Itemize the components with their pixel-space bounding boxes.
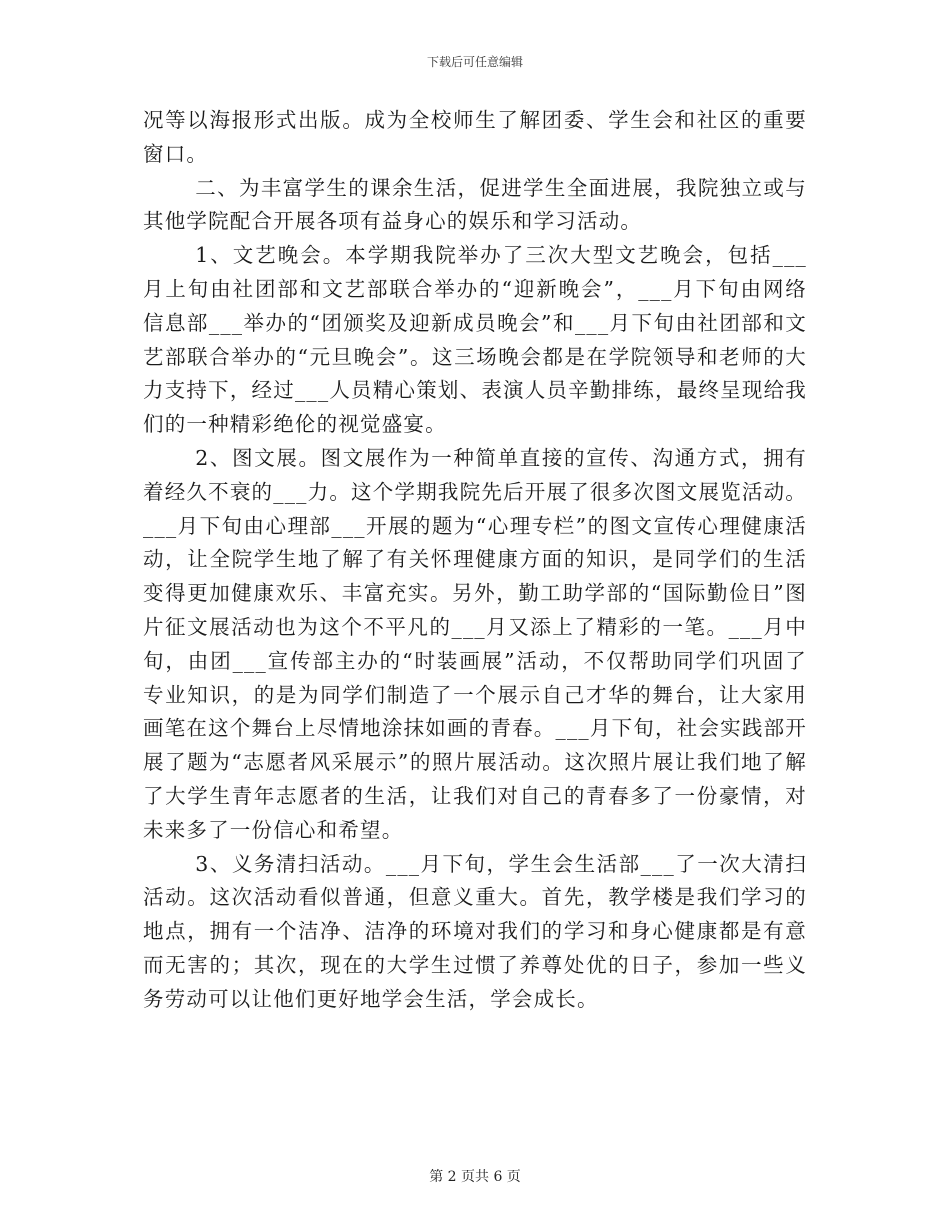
paragraph-cleaning: 3、义务清扫活动。___月下旬，学生会生活部___了一次大清扫活动。这次活动看似普通，但意义重大。首先，教学楼是我们学习的地点，拥有一个洁净、洁净的环境对我们的学习和身心健康都是有意而无害的；其次，现在的大学生过惯了养尊处优的日子，参加一些义务劳动可以让他们更好地学会生活，学会成长。 <box>143 851 807 1011</box>
page-header: 下载后可任意编辑 <box>426 55 523 69</box>
paragraph-continuation: 况等以海报形式出版。成为全校师生了解团委、学生会和社区的重要窗口。 <box>143 108 807 166</box>
paragraph-section-two: 二、为丰富学生的课余生活，促进学生全面进展，我院独立或与其他学院配合开展各项有益身心的娱乐和学习活动。 <box>143 175 807 234</box>
page-number: 第 2 页共 6 页 <box>429 1169 521 1185</box>
paragraph-gala: 1、文艺晚会。本学期我院举办了三次大型文艺晚会，包括___月上旬由社团部和文艺部联合举办的“迎新晚会”，___月下旬由网络信息部___举办的“团颁奖及迎新成员晚会”和___月下旬由社团部和文艺部联合举办的“元旦晚会”。这三场晚会都是在学院领导和老师的大力支持下，经过___人员精心策划、表演人员辛勤排练，最终呈现给我们的一种精彩绝伦的视觉盛宴。 <box>143 243 807 437</box>
paragraph-exhibition: 2、图文展。图文展作为一种简单直接的宣传、沟通方式，拥有着经久不衰的___力。这个学期我院先后开展了很多次图文展览活动。___月下旬由心理部___开展的题为“心理专栏”的图文宣传心理健康活动，让全院学生地了解了有关怀理健康方面的知识，是同学们的生活变得更加健康欢乐、丰富充实。另外，勤工助学部的“国际勤俭日”图片征文展活动也为这个不平凡的___月又添上了精彩的一笔。___月中旬，由团___宣传部主办的“时装画展”活动，不仅帮助同学们巩固了专业知识，的是为同学们制造了一个展示自己才华的舞台，让大家用画笔在这个舞台上尽情地涂抹如画的青春。___月下旬，社会实践部开展了题为“志愿者风采展示”的照片展活动。这次照片展让我们地了解了大学生青年志愿者的生活，让我们对自己的青春多了一份豪情，对未来多了一份信心和希望。 <box>143 445 807 842</box>
document-body <box>143 104 807 1017</box>
